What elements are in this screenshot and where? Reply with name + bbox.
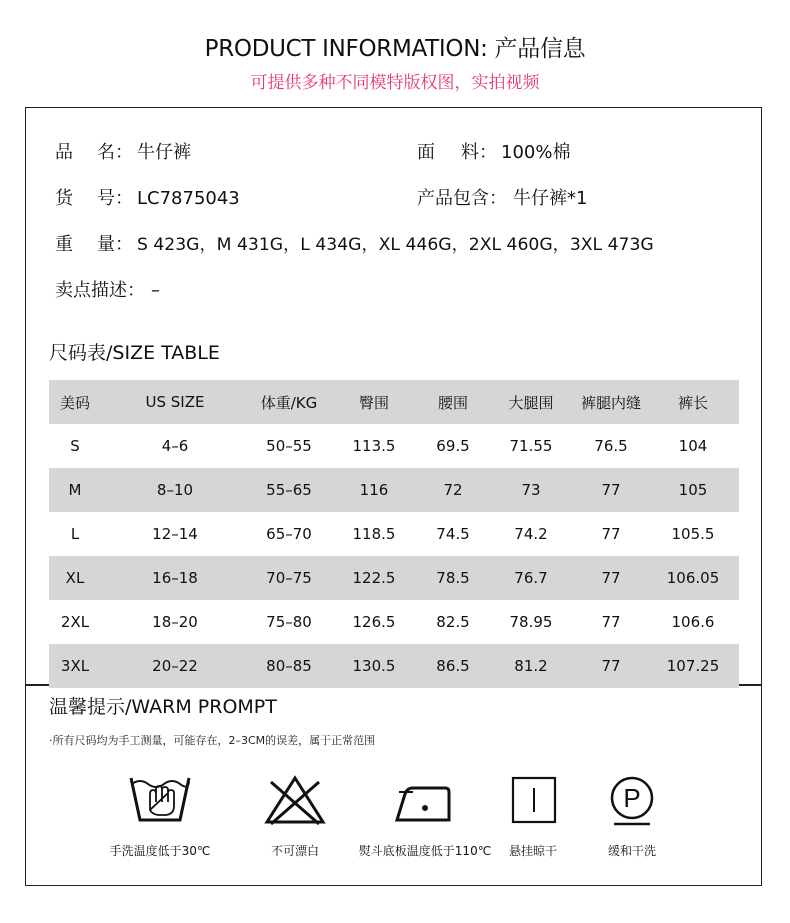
sku-value: LC7875043 <box>137 188 240 209</box>
table-cell: 105 <box>647 468 739 512</box>
table-cell: 106.05 <box>647 556 739 600</box>
care-item-hand-wash <box>95 772 225 859</box>
selling-value: – <box>151 280 160 301</box>
table-cell: M <box>49 468 101 512</box>
table-header-cell: 裤腿内缝 <box>575 380 647 424</box>
dry-clean-icon <box>600 772 664 828</box>
table-cell: 74.2 <box>514 525 548 543</box>
table-cell: 3XL <box>49 644 101 688</box>
table-row <box>49 512 739 556</box>
table-cell: 78.95 <box>509 613 553 631</box>
table-row <box>49 424 739 468</box>
no-bleach-icon <box>263 772 327 828</box>
care-label: 熨斗底板温度低于110℃ <box>358 844 492 858</box>
warm-prompt-title: 温馨提示/WARM PROMPT <box>49 696 277 718</box>
table-cell: 16–18 <box>101 556 249 600</box>
info-fabric-row: 面 料： 100%棉 <box>417 142 571 163</box>
table-cell: 105.5 <box>671 525 715 543</box>
table-cell: 86.5 <box>419 644 487 688</box>
iron-icon <box>393 772 457 828</box>
size-table-title: 尺码表/SIZE TABLE <box>49 342 220 364</box>
table-cell: 113.5 <box>352 437 396 455</box>
page-title: PRODUCT INFORMATION: 产品信息 <box>204 36 586 62</box>
table-cell: 50–55 <box>266 437 312 455</box>
table-cell: 80–85 <box>249 644 329 688</box>
svg-text:P: P <box>623 783 641 813</box>
table-cell: 74.5 <box>436 525 470 543</box>
table-cell: 126.5 <box>352 613 396 631</box>
care-label: 手洗温度低于30℃ <box>109 844 211 858</box>
table-header-cell: 大腿围 <box>487 380 575 424</box>
table-cell: 70–75 <box>249 556 329 600</box>
info-weight-row: 重 量： S 423G，M 431G，L 434G，XL 446G，2XL 460G，3XL 473G <box>55 234 654 255</box>
table-header-cell: 裤长 <box>647 380 739 424</box>
care-label: 悬挂晾干 <box>508 844 557 858</box>
info-selling-row: 卖点描述： – <box>55 280 160 301</box>
table-cell: 71.55 <box>509 437 553 455</box>
info-sku-row: 货 号： LC7875043 <box>55 188 240 209</box>
table-cell: 78.5 <box>419 556 487 600</box>
table-cell: 76.5 <box>594 437 628 455</box>
table-cell: 20–22 <box>101 644 249 688</box>
table-row <box>49 468 739 512</box>
table-cell: 116 <box>329 468 419 512</box>
table-cell: S <box>70 437 80 455</box>
info-name-row: 品 名： 牛仔裤 <box>55 142 191 163</box>
table-cell: 18–20 <box>152 613 198 631</box>
table-cell: 55–65 <box>249 468 329 512</box>
page-subtitle: 可提供多种不同模特版权图，实拍视频 <box>250 73 540 93</box>
table-cell: 4–6 <box>161 437 189 455</box>
table-cell: 12–14 <box>152 525 198 543</box>
table-cell: 75–80 <box>266 613 312 631</box>
care-item-no-bleach <box>230 772 360 859</box>
table-header-cell: 体重/KG <box>249 380 329 424</box>
table-cell: 77 <box>575 556 647 600</box>
size-table <box>49 380 739 688</box>
table-cell: 8–10 <box>101 468 249 512</box>
table-cell: 77 <box>575 644 647 688</box>
table-cell: 69.5 <box>436 437 470 455</box>
table-cell: L <box>70 525 80 543</box>
table-cell: 122.5 <box>329 556 419 600</box>
info-contents-row: 产品包含： 牛仔裤*1 <box>417 188 588 209</box>
table-cell: XL <box>49 556 101 600</box>
fabric-value: 100%棉 <box>501 142 571 163</box>
line-dry-icon <box>501 772 565 828</box>
table-cell: 72 <box>419 468 487 512</box>
care-label: 缓和干洗 <box>607 844 656 858</box>
table-cell: 104 <box>678 437 708 455</box>
table-row <box>49 556 739 600</box>
table-cell: 82.5 <box>436 613 470 631</box>
hand-wash-icon <box>128 772 192 828</box>
table-header-row <box>49 380 739 424</box>
table-header-cell: 臀围 <box>329 380 419 424</box>
table-cell: 118.5 <box>352 525 396 543</box>
table-cell: 77 <box>601 613 621 631</box>
table-header-cell: 美码 <box>49 380 101 424</box>
table-cell: 65–70 <box>266 525 312 543</box>
table-cell: 77 <box>601 525 621 543</box>
table-cell: 76.7 <box>487 556 575 600</box>
table-cell: 106.6 <box>671 613 715 631</box>
table-header-cell: US SIZE <box>101 380 249 424</box>
contents-value: 牛仔裤*1 <box>513 188 588 209</box>
table-row <box>49 644 739 688</box>
measurement-note: ·所有尺码均为手工测量，可能存在，2–3CM的误差，属于正常范围 <box>49 734 376 747</box>
table-row <box>49 600 739 644</box>
table-cell: 2XL <box>60 613 90 631</box>
table-header-cell: 腰围 <box>419 380 487 424</box>
table-cell: 107.25 <box>647 644 739 688</box>
weight-value: S 423G，M 431G，L 434G，XL 446G，2XL 460G，3XL 473G <box>137 235 654 255</box>
table-cell: 81.2 <box>487 644 575 688</box>
care-label: 不可漂白 <box>270 844 319 858</box>
table-cell: 77 <box>575 468 647 512</box>
table-cell: 130.5 <box>329 644 419 688</box>
table-cell: 73 <box>487 468 575 512</box>
care-item-dry-clean <box>567 772 697 859</box>
name-value: 牛仔裤 <box>137 142 191 163</box>
